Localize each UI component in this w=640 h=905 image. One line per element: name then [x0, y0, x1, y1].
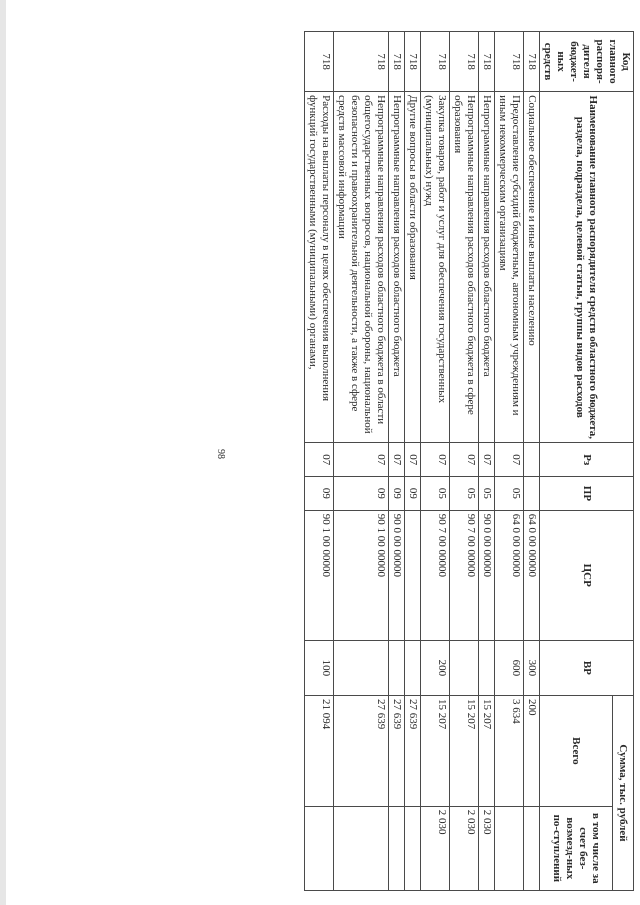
cell-rz: 07 — [305, 443, 334, 477]
cell-name: Расходы на выплаты персоналу в целях обеспечения выполнения функций государственными (муниципальными) органами, — [305, 92, 334, 443]
table-row — [479, 32, 495, 891]
cell-csr: 90 0 00 00000 — [479, 510, 495, 640]
cell-rz: 07 — [495, 443, 524, 477]
cell-csr: 64 0 00 00000 — [524, 510, 540, 640]
header-csr: ЦСР — [540, 510, 634, 640]
cell-kod: 718 — [334, 32, 389, 92]
cell-vsego: 3 634 — [495, 696, 524, 807]
cell-vsego: 15 207 — [450, 696, 479, 807]
budget-table — [304, 31, 634, 891]
cell-csr: 90 1 00 00000 — [334, 510, 389, 640]
cell-name: Другие вопросы в области образования — [405, 92, 421, 443]
cell-pr: 05 — [450, 477, 479, 511]
cell-vtch — [389, 806, 405, 890]
cell-vr — [389, 640, 405, 695]
cell-kod: 718 — [479, 32, 495, 92]
scan-edge — [0, 0, 6, 905]
cell-vsego: 200 — [524, 696, 540, 807]
cell-vsego: 27 639 — [389, 696, 405, 807]
cell-vsego: 15 207 — [479, 696, 495, 807]
cell-vtch — [405, 806, 421, 890]
header-row-1 — [612, 32, 633, 891]
table-row — [450, 32, 479, 891]
header-pr: ПР — [540, 477, 634, 511]
cell-vr — [334, 640, 389, 695]
cell-vtch: 2 030 — [450, 806, 479, 890]
header-vtch: в том числе за счет без-возмезд-ных по-ступлений — [540, 806, 613, 890]
rotated-page — [44, 31, 634, 891]
cell-vr — [405, 640, 421, 695]
cell-pr: 09 — [334, 477, 389, 511]
cell-vtch — [305, 806, 334, 890]
cell-csr: 90 7 00 00000 — [450, 510, 479, 640]
cell-kod: 718 — [495, 32, 524, 92]
header-rz: Рз — [540, 443, 634, 477]
cell-vtch: 2 030 — [479, 806, 495, 890]
cell-name: Непрограммные направления расходов областного бюджета — [389, 92, 405, 443]
cell-rz — [524, 443, 540, 477]
cell-name: Непрограммные направления расходов областного бюджета в области общегосударственных вопросов, национальной обороны, национальной безопасности и правоохранительной деятельности, а также в сфере средств массовой информации — [334, 92, 389, 443]
cell-vsego: 21 094 — [305, 696, 334, 807]
table-row — [405, 32, 421, 891]
cell-kod: 718 — [305, 32, 334, 92]
cell-vsego: 27 639 — [334, 696, 389, 807]
cell-rz: 07 — [421, 443, 450, 477]
table-row — [524, 32, 540, 891]
cell-kod: 718 — [450, 32, 479, 92]
cell-csr: 90 7 00 00000 — [421, 510, 450, 640]
cell-vtch — [334, 806, 389, 890]
cell-vsego: 15 207 — [421, 696, 450, 807]
cell-vtch — [495, 806, 524, 890]
cell-rz: 07 — [479, 443, 495, 477]
header-name: Наименование главного распорядителя средств областного бюджета, раздела, подраздела, целевой статьи, группы видов расходов — [540, 92, 634, 443]
cell-pr: 09 — [389, 477, 405, 511]
cell-rz: 07 — [405, 443, 421, 477]
cell-vtch — [524, 806, 540, 890]
cell-pr: 05 — [479, 477, 495, 511]
cell-kod: 718 — [421, 32, 450, 92]
cell-csr — [405, 510, 421, 640]
cell-csr: 64 0 00 00000 — [495, 510, 524, 640]
cell-csr: 90 1 00 00000 — [305, 510, 334, 640]
cell-vr: 300 — [524, 640, 540, 695]
cell-name: Непрограммные направления расходов областного бюджета — [479, 92, 495, 443]
cell-vr — [479, 640, 495, 695]
cell-pr: 09 — [405, 477, 421, 511]
cell-vsego: 27 639 — [405, 696, 421, 807]
cell-vr: 600 — [495, 640, 524, 695]
cell-csr: 90 0 00 00000 — [389, 510, 405, 640]
cell-rz: 07 — [389, 443, 405, 477]
header-kod: Код главного распоря-дителя бюджет-ных средств — [540, 32, 634, 92]
cell-name: Непрограммные направления расходов областного бюджета в сфере образования — [450, 92, 479, 443]
cell-name: Социальное обеспечение и иные выплаты населению — [524, 92, 540, 443]
table-row — [495, 32, 524, 891]
cell-pr: 09 — [305, 477, 334, 511]
header-vr: ВР — [540, 640, 634, 695]
cell-kod: 718 — [405, 32, 421, 92]
cell-kod: 718 — [524, 32, 540, 92]
table-row — [305, 32, 334, 891]
cell-vr: 100 — [305, 640, 334, 695]
header-vsego: Всего — [540, 696, 613, 807]
cell-name: Закупка товаров, работ и услуг для обеспечения государственных (муниципальных) нужд — [421, 92, 450, 443]
cell-pr — [524, 477, 540, 511]
cell-vr — [450, 640, 479, 695]
cell-rz: 07 — [334, 443, 389, 477]
table-row — [334, 32, 389, 891]
cell-vr: 200 — [421, 640, 450, 695]
page-number: 98 — [215, 449, 226, 459]
header-summa: Сумма, тыс. рублей — [612, 696, 633, 891]
cell-rz: 07 — [450, 443, 479, 477]
table-row — [421, 32, 450, 891]
cell-pr: 05 — [495, 477, 524, 511]
cell-name: Предоставление субсидий бюджетным, автономным учреждениям и иным некоммерческим организациям — [495, 92, 524, 443]
cell-vtch: 2 030 — [421, 806, 450, 890]
table-row — [389, 32, 405, 891]
cell-kod: 718 — [389, 32, 405, 92]
cell-pr: 05 — [421, 477, 450, 511]
